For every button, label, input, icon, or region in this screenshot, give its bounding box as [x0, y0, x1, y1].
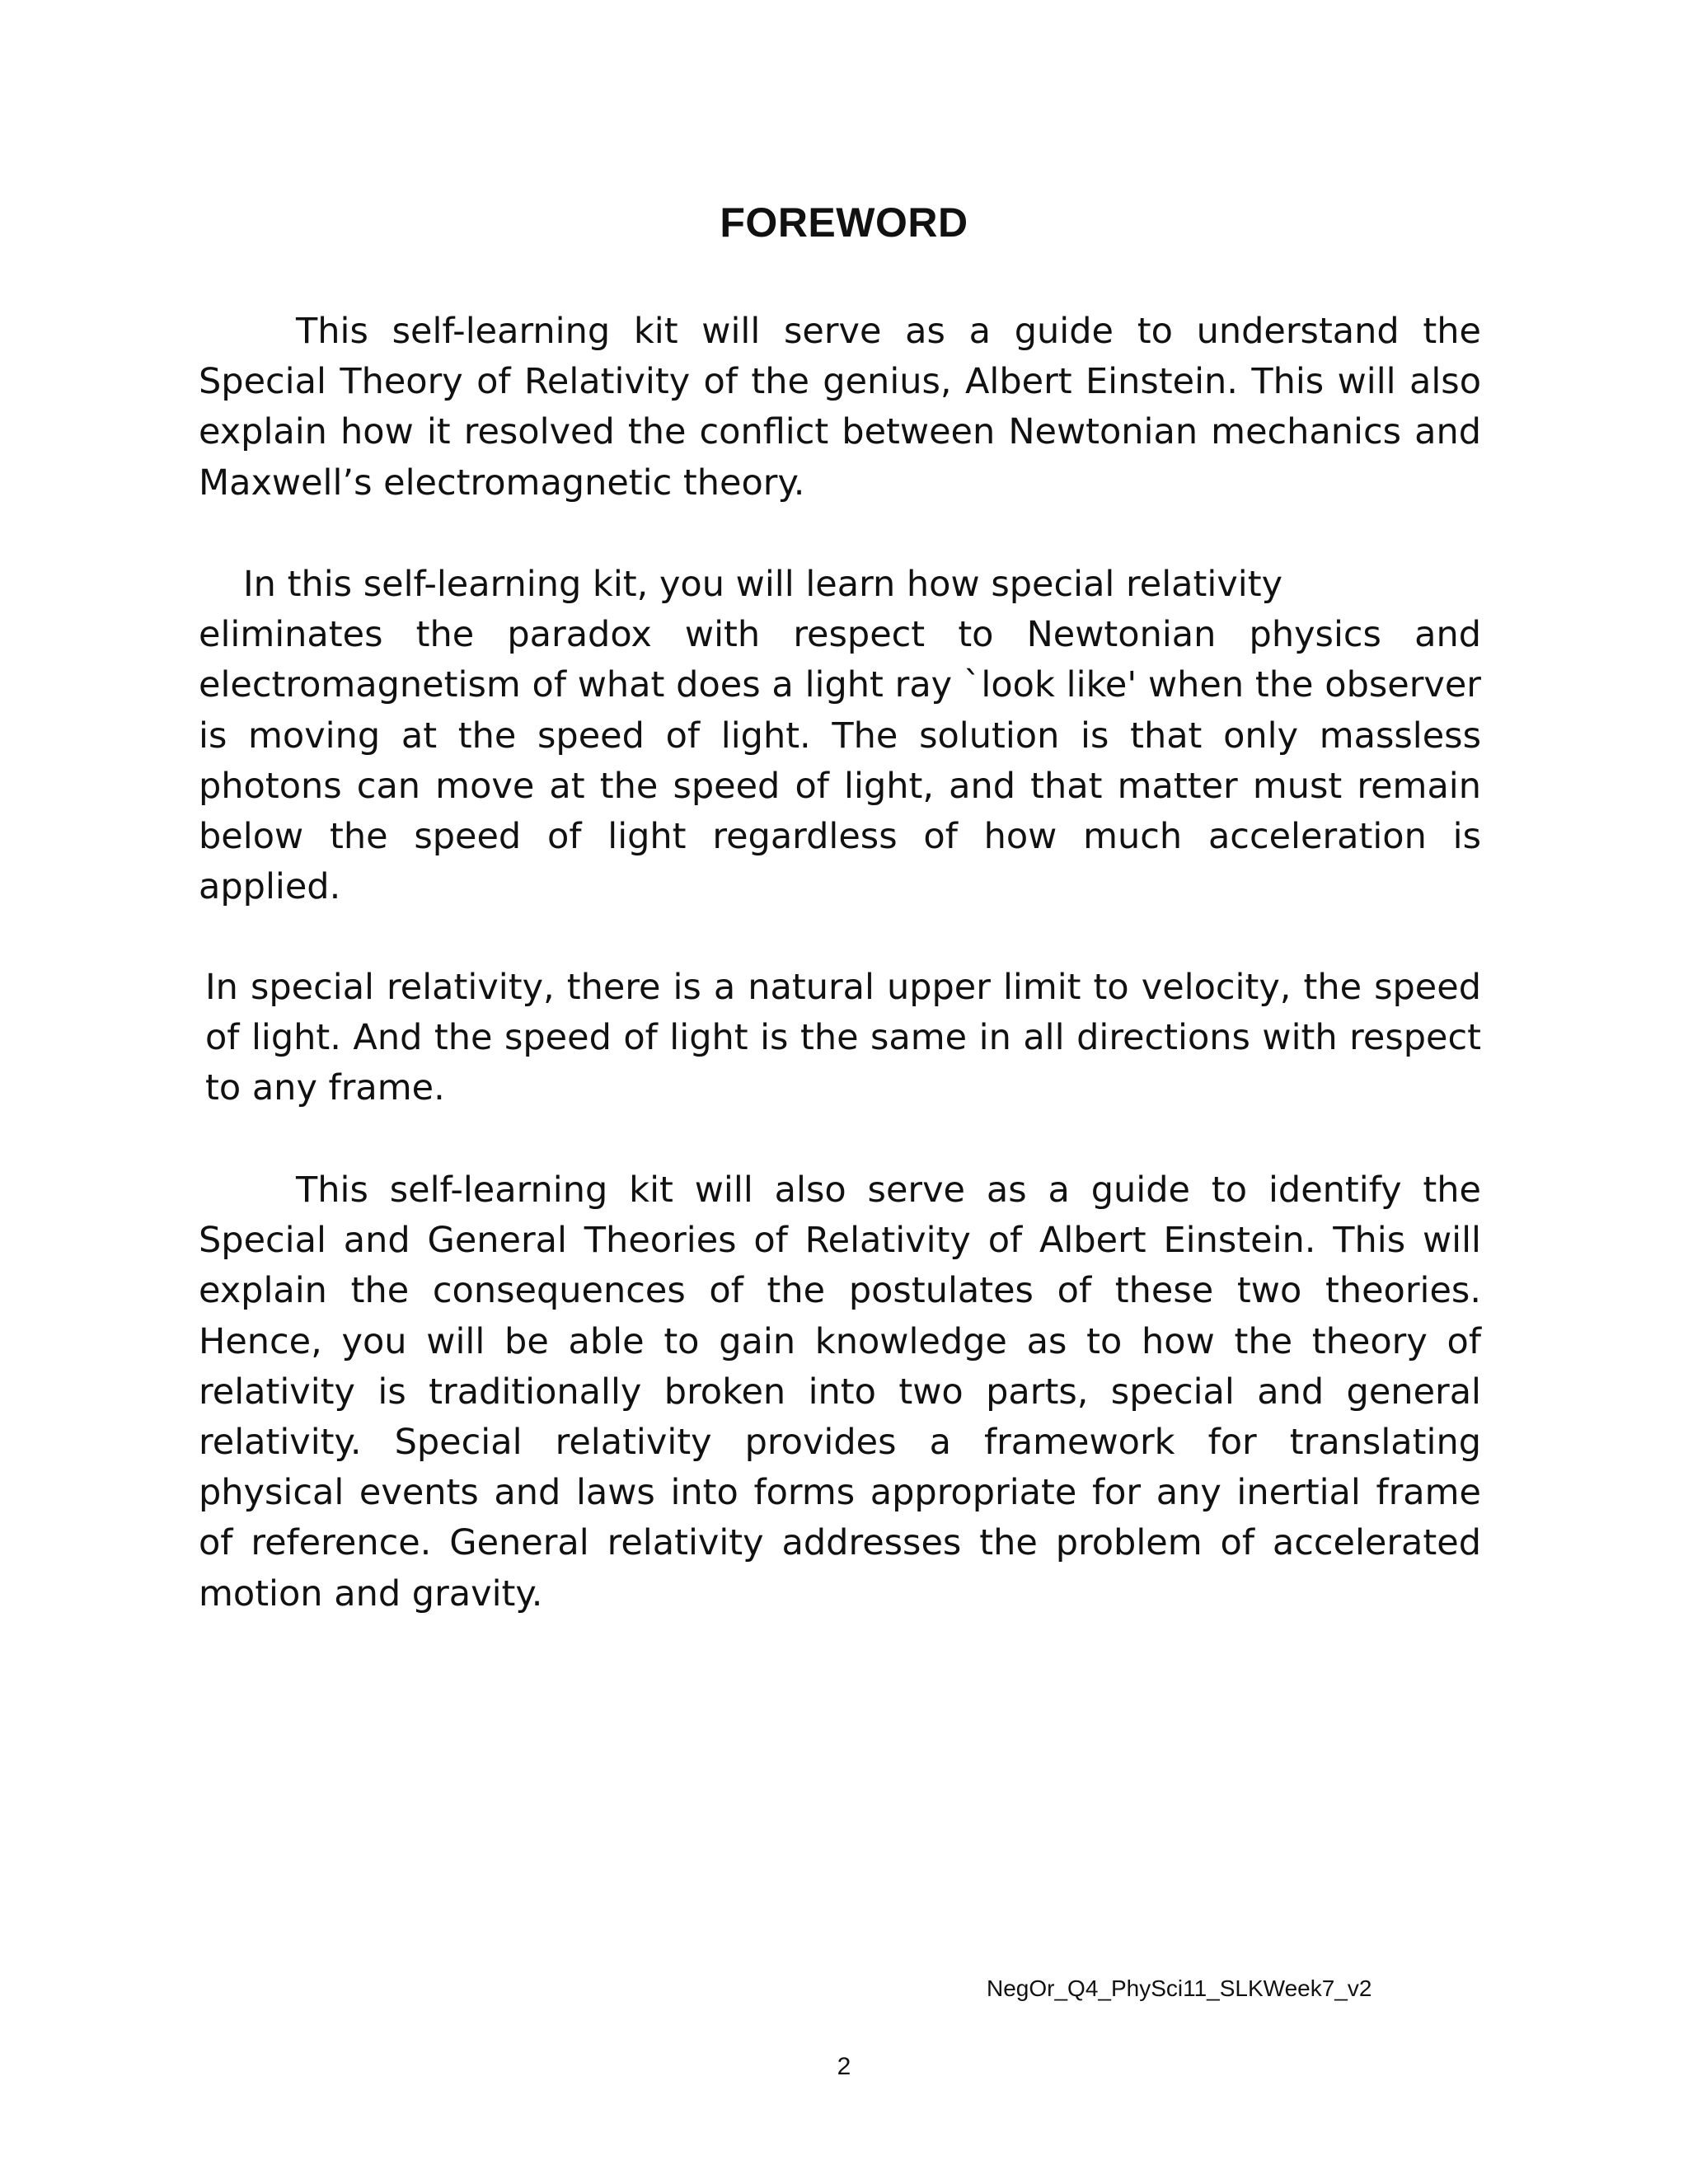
page-number: 2	[837, 2053, 851, 2080]
paragraph-1: This self-learning kit will serve as a guide to understand the Special Theory of Relativity of the genius, Albert Einstein. This will also explain how it resolved the conflict between Newtonian mechanics and Maxwell’s electromagnetic theory.	[199, 311, 1481, 504]
paragraph-2	[199, 560, 1481, 912]
paragraph-4: This self-learning kit will also serve as a guide to identify the Special and General Theories of Relativity of Albert Einstein. This will explain the consequences of the postulates of these two theories. Hence, you will be able to gain knowledge as to how the theory of relativity is traditionally broken into two parts, special and general relativity. Special relativity provides a framework for translating physical events and laws into forms appropriate for any inertial frame of reference. General relativity addresses the problem of accelerated motion and gravity.	[199, 1169, 1481, 1615]
footer-document-code: NegOr_Q4_PhySci11_SLKWeek7_v2	[987, 1975, 1372, 2001]
page-title: FOREWORD	[720, 199, 968, 246]
paragraph-2-first-line: In this self-learning kit, you will learn how special relativity	[243, 564, 1283, 605]
paragraph-3: In special relativity, there is a natural upper limit to velocity, the speed of light. And the speed of light is the same in all directions with respect to any frame.	[205, 967, 1481, 1109]
paragraph-2-body: eliminates the paradox with respect to Newtonian physics and electromagnetism of what does a light ray `look like' when the observer is moving at the speed of light. The solution is that only massless photons can move at the speed of light, and that matter must remain below the speed of light regardless of how much acceleration is applied.	[199, 614, 1481, 908]
